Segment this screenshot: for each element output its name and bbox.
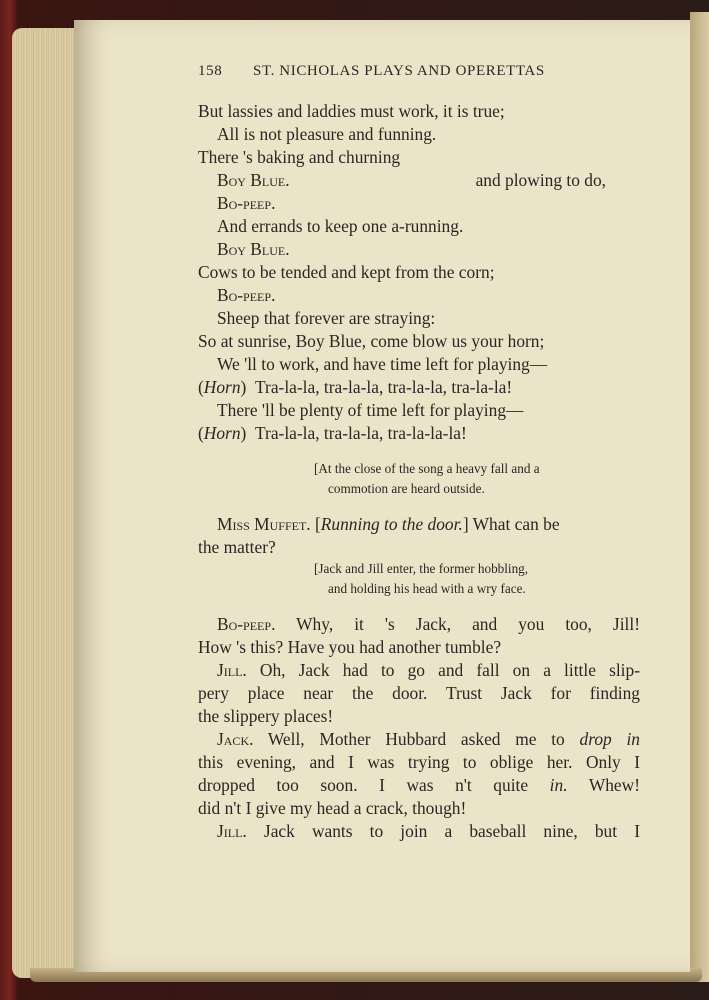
verse-text: Tra-la-la, tra-la-la, tra-la-la-la!	[255, 423, 467, 443]
speaker-name: Bo-peep.	[217, 193, 276, 213]
verse-line: All is not pleasure and funning.	[217, 124, 437, 144]
speaker-name: Jill.	[217, 821, 247, 841]
dialogue-text: What can be	[472, 514, 560, 534]
dialogue-text: dropped too soon. I was n't quite	[198, 775, 529, 795]
verse-line: (Horn) Tra-la-la, tra-la-la, tra-la-la, tra-la-la!	[198, 377, 513, 397]
dialogue-line	[198, 728, 640, 751]
page-edges	[12, 28, 76, 978]
stage-direction-line: [Jack and Jill enter, the former hobbling,	[314, 561, 529, 576]
dialogue-line: this evening, and I was trying to oblige her. Only I	[198, 752, 640, 772]
horn-cue: Horn	[203, 377, 241, 397]
page-number: 158	[198, 63, 223, 79]
dialogue-line: the matter?	[198, 537, 276, 557]
verse-line: There 'll be plenty of time left for playing—	[217, 400, 524, 420]
stage-direction-line: and holding his head with a wry face.	[328, 581, 526, 596]
stage-direction-line: [At the close of the song a heavy fall and a	[314, 461, 540, 476]
dialogue-text: Whew!	[588, 775, 640, 795]
verse-text: and plowing to do,	[475, 170, 606, 190]
inline-direction: Running to the door.	[320, 514, 463, 534]
dialogue-line	[198, 774, 640, 797]
verse-line: And errands to keep one a-running.	[217, 216, 464, 236]
dialogue-line: How 's this? Have you had another tumble?	[198, 637, 502, 657]
speaker-name: Boy Blue.	[217, 170, 290, 190]
emphasis-text: drop in	[579, 729, 640, 749]
verse-line: Sheep that forever are straying:	[217, 308, 436, 328]
horn-cue: Horn	[203, 423, 241, 443]
verse-text: Tra-la-la, tra-la-la, tra-la-la, tra-la-la!	[255, 377, 513, 397]
speaker-name: Jack.	[217, 729, 254, 749]
dialogue-text: Well, Mother Hubbard asked me to	[267, 729, 565, 749]
dialogue-line: Miss Muffet. [Running to the door.] What can be	[217, 514, 560, 534]
facing-page-edge	[690, 12, 709, 982]
dialogue-line: pery place near the door. Trust Jack for finding	[198, 683, 640, 703]
page-content	[198, 60, 640, 843]
verse-line: We 'll to work, and have time left for playing—	[217, 354, 548, 374]
speaker-name: Boy Blue.	[217, 239, 290, 259]
dialogue-line: the slippery places!	[198, 706, 334, 726]
stage-direction-line: commotion are heard outside.	[328, 481, 485, 496]
verse-line	[198, 169, 640, 192]
dialogue-text: Jack wants to join a baseball nine, but I	[263, 821, 640, 841]
dialogue-line	[198, 659, 640, 682]
speaker-name: Bo-peep.	[217, 285, 276, 305]
verse-line: So at sunrise, Boy Blue, come blow us your horn;	[198, 331, 545, 351]
speaker-name: Bo-peep.	[217, 614, 276, 634]
emphasis-text: in.	[549, 775, 568, 795]
dialogue-text: Why, it 's Jack, and you too, Jill!	[296, 614, 640, 634]
speaker-name: Jill.	[217, 660, 247, 680]
verse-line: There 's baking and churning	[198, 147, 401, 167]
dialogue-line: did n't I give my head a crack, though!	[198, 798, 467, 818]
dialogue-text: Oh, Jack had to go and fall on a little slip-	[259, 660, 640, 680]
verse-line: Cows to be tended and kept from the corn;	[198, 262, 495, 282]
dialogue-line	[198, 613, 640, 636]
running-title: ST. NICHOLAS PLAYS AND OPERETTAS	[253, 63, 545, 79]
stage-direction	[198, 459, 640, 499]
verse-line: (Horn) Tra-la-la, tra-la-la, tra-la-la-la!	[198, 423, 467, 443]
dialogue-line	[198, 820, 640, 843]
speaker-name: Miss Muffet.	[217, 514, 311, 534]
running-head	[198, 60, 640, 88]
verse-line: But lassies and laddies must work, it is true;	[198, 101, 505, 121]
stage-direction	[198, 559, 640, 599]
